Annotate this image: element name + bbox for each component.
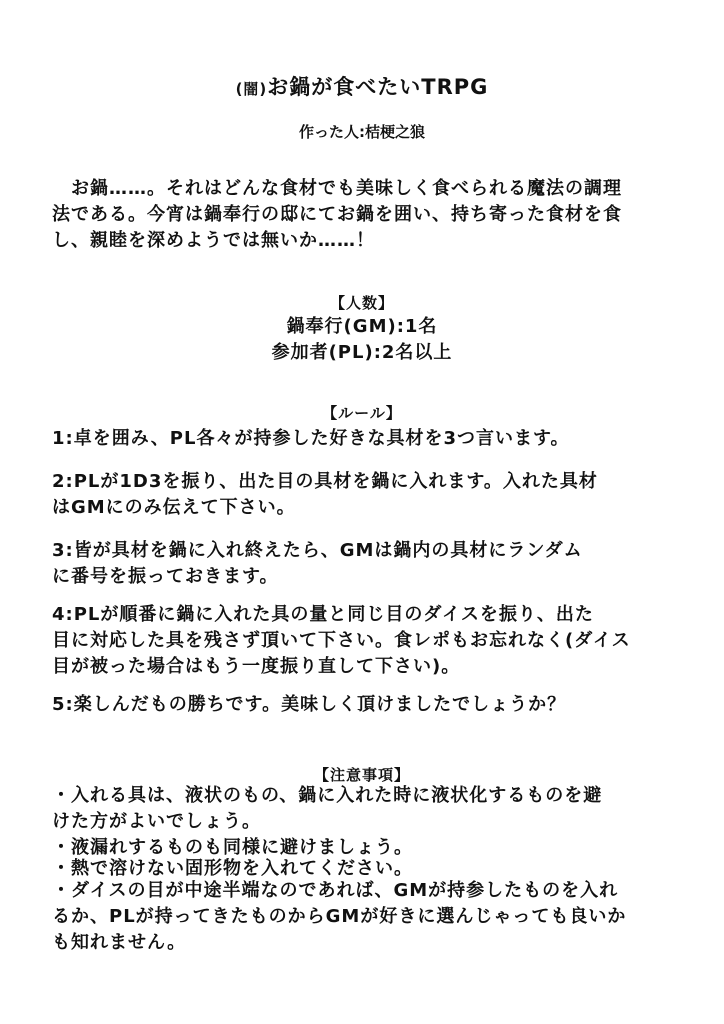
rules-heading: 【ルール】 (322, 404, 402, 422)
players-pl: 参加者(PL):2名以上 (271, 342, 453, 363)
note-line: ・液漏れするものも同様に避けましょう。 (52, 837, 413, 858)
intro-paragraph (52, 176, 682, 254)
title-main: お鍋が食べたいTRPG (267, 75, 489, 99)
rule-line: 3:皆が具材を鍋に入れ終えたら、GMは鍋内の具材にランダム (52, 540, 583, 561)
note-line: ・入れる具は、液状のもの、鍋に入れた時に液状化するものを避 (52, 785, 603, 806)
rule-line: 4:PLが順番に鍋に入れた具の量と同じ目のダイスを振り、出た (52, 604, 594, 625)
intro-line: し、親睦を深めようでは無いか……！ (52, 230, 375, 251)
rule-5 (52, 692, 682, 718)
rule-4 (52, 602, 682, 680)
players-gm: 鍋奉行(GM):1名 (286, 316, 438, 337)
note-line: も知れません。 (52, 932, 187, 953)
players-heading: 【人数】 (329, 294, 394, 312)
note-line: ・ダイスの目が中途半端なのであれば、GMが持参したものを入れ (52, 880, 619, 901)
note-4 (52, 878, 682, 956)
note-line: るか、PLが持ってきたものからGMが好きに選んじゃっても良いか (52, 906, 627, 927)
rule-line: に番号を振っておきます。 (52, 566, 279, 587)
rule-line: 目に対応した具を残さず頂いて下さい。食レポもお忘れなく(ダイス (52, 630, 631, 651)
document-title (0, 72, 724, 104)
note-line: ・熱で溶けない固形物を入れてください。 (52, 858, 413, 879)
rule-line: はGMにのみ伝えて下さい。 (52, 497, 296, 518)
intro-line: 法である。今宵は鍋奉行の邸にてお鍋を囲い、持ち寄った食材を食 (52, 204, 622, 225)
rule-line: 2:PLが1D3を振り、出た目の具材を鍋に入れます。入れた具材 (52, 471, 598, 492)
notes-heading: 【注意事項】 (313, 766, 410, 784)
rule-2 (52, 469, 682, 521)
title-prefix: (闇) (235, 80, 268, 98)
rule-1 (52, 426, 682, 452)
intro-line: お鍋……。それはどんな食材でも美味しく食べられる魔法の調理 (52, 178, 622, 199)
rule-line: 目が被った場合はもう一度振り直して下さい)。 (52, 656, 461, 677)
note-1 (52, 783, 682, 835)
note-line: けた方がよいでしょう。 (52, 811, 261, 832)
rule-line: 5:楽しんだもの勝ちです。美味しく頂けましたでしょうか？ (52, 694, 567, 715)
rule-3 (52, 538, 682, 590)
rule-line: 1:卓を囲み、PL各々が持参した好きな具材を3つ言います。 (52, 428, 570, 449)
author-line: 作った人:桔梗之狼 (299, 123, 425, 141)
